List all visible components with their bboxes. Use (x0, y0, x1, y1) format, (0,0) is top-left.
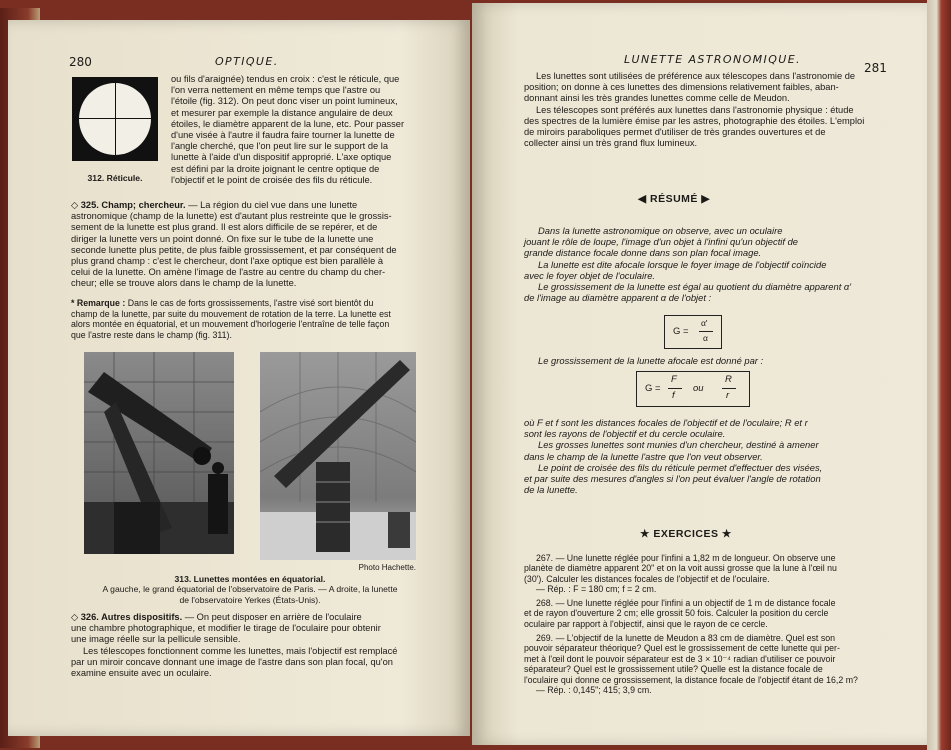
photo-paris-equatorial (84, 352, 234, 554)
intro-paragraph: Les lunettes sont utilisées de préférence aux télescopes dans l'astronomie de position; on donne à ces lunettes des dimensions relativement faibles, aban- donnant ainsi les très grandes lunettes comme celle de Meudon. Les télescopes sont préférés aux lunettes dans l'astronomie physique : étude des spectres de la lumière émise par les astres, photographie des étoiles. L'emploi de miroirs paraboliques permet d'utiliser de très grandes ouvertures et de collecter ainsi un très grand flux lumineux. (524, 71, 865, 149)
section-325: ◇ 325. Champ; chercheur. — La région du ciel vue dans une lunette astronomique (champ de la lunette) est d'autant plus restreinte que le grossis- sement de la lunette est plus grand. Il est alors difficile de se repérer, et de diriger la lunette vers un point donné. On fixe sur le tube de la lunette une seconde lunette plus petite, de plus faible grossissement, et par conséquent de plus grand champ : c'est le chercheur, dont l'axe optique est bien parallèle à celui de la lunette. On amène l'image de l'astre au centre du champ du cher- cheur; elle se trouve alors dans le champ de la lunette. (71, 200, 397, 289)
resume-afocal-line: Le grossissement de la lunette afocale est donné par : (538, 355, 764, 366)
section-325-heading: ◇ 325. Champ; chercheur. (71, 200, 186, 210)
photo-yerkes-telescope (260, 352, 416, 560)
running-title: OPTIQUE. (215, 55, 279, 68)
right-page (472, 3, 927, 745)
exercise-267: 267. — Une lunette réglée pour l'infini a 1,82 m de longueur. On observe une planète de diamètre apparent 20" et on la voit aussi grosse que la lune à l'œil nu (30'). Calculer les distances focales de l'objectif et de l'oculaire. — Rép. : F = 180 cm; f = 2 cm. (524, 553, 837, 595)
left-page (8, 20, 470, 736)
section-326: ◇ 326. Autres dispositifs. — On peut disposer en arrière de l'oculaire une chambre photographique, et modifier le tirage de l'oculaire pour obtenir une image réelle sur la pellicule sensible. Les télescopes fonctionnent comme les lunettes, mais l'objectif est remplacé par un miroir concave donnant une image de l'astre dans son plan focal, qu'on examine ensuite avec un oculaire. (71, 612, 398, 679)
page-number: 280 (69, 55, 92, 69)
intro-paragraph: ou fils d'araignée) tendus en croix : c'est le réticule, que l'on verra nettement en même temps que l'astre ou l'étoile (fig. 312). On peut donc viser un point lumineux, et mesurer par exemple la distance angulaire de deux étoiles, le diamètre apparent de la lune, etc. Pour passer d'une visée à l'autre il faudra faire tourner la lunette de l'angle cherché, que l'on peut lire sur le support de la lunette à l'aide d'un dispositif approprié. L'axe optique est défini par la droite joignant le centre optique de l'objectif et le point de croisée des fils du réticule. (171, 74, 405, 185)
formula-grossissement: G = α' α (664, 315, 722, 349)
photo-credit: Photo Hachette. (358, 563, 416, 572)
exercise-269: 269. — L'objectif de la lunette de Meudon a 83 cm de diamètre. Quel est son pouvoir séparateur théorique? Quel est le grossissement de cette lunette qui per- met à l'œil dont le pouvoir séparateur est de 3 × 10⁻⁴ radian d'utiliser ce pouvoir séparateur? Quel est le grossissement utile? Quelle est la distance focale de l'oculaire qui donne ce grossissement, la distance focale de l'objectif étant de 16,2 m? — Rép. : 0,145"; 415; 3,9 cm. (524, 633, 858, 696)
resume-title: ◀ RÉSUMÉ ▶ (638, 193, 710, 205)
remark-heading: * Remarque : (71, 298, 126, 308)
figure-313-caption: 313. Lunettes montées en équatorial. A gauche, le grand équatorial de l'observatoire de Paris. — A droite, la lunette de l'observatoire Yerkes (États-Unis). (102, 574, 398, 605)
section-326-heading: ◇ 326. Autres dispositifs. (71, 612, 183, 622)
book-page-edges (927, 0, 951, 750)
reticle-caption: 312. Réticule. (87, 173, 143, 183)
reticle-figure (72, 77, 158, 161)
page-number: 281 (864, 61, 887, 75)
resume-paragraph-1: Dans la lunette astronomique on observe, avec un oculaire jouant le rôle de loupe, l'image d'un objet à l'infini qu'un objectif de grande distance focale donne dans son plan focal image. La lunette est dite afocale lorsque le foyer image de l'objectif coïncide avec le foyer objet de l'oculaire. Le grossissement de la lunette est égal au quotient du diamètre apparent α' de l'image au diamètre apparent α de l'objet : (524, 225, 852, 304)
exercises-title: ★ EXERCICES ★ (640, 528, 732, 540)
formula-afocal: G = F f ou R r (636, 371, 750, 407)
exercise-268: 268. — Une lunette réglée pour l'infini a un objectif de 1 m de distance focale et de rayon d'ouverture 2 cm; elle grossit 50 fois. Calculer la position du cercle oculaire par rapport à l'objectif, ainsi que le rayon de ce cercle. (524, 598, 836, 629)
running-title: LUNETTE ASTRONOMIQUE. (624, 53, 801, 66)
remark: * Remarque : Dans le cas de forts grossissements, l'astre visé sort bientôt du champ de la lunette, par suite du mouvement de rotation de la terre. La lunette est alors montée en équatorial, et un mouvement d'horlogerie l'entraîne de telle façon que l'astre reste dans le champ (fig. 311). (71, 298, 391, 340)
resume-paragraph-2: où F et f sont les distances focales de l'objectif et de l'oculaire; R et r sont les rayons de l'objectif et du cercle oculaire. Les grosses lunettes sont munies d'un chercheur, destiné à amener dans le champ de la lunette l'astre que l'on veut observer. Le point de croisée des fils du réticule permet d'effectuer des visées, et par suite des mesures d'angles si l'on peut évaluer l'angle de rotation de la lunette. (524, 417, 823, 496)
